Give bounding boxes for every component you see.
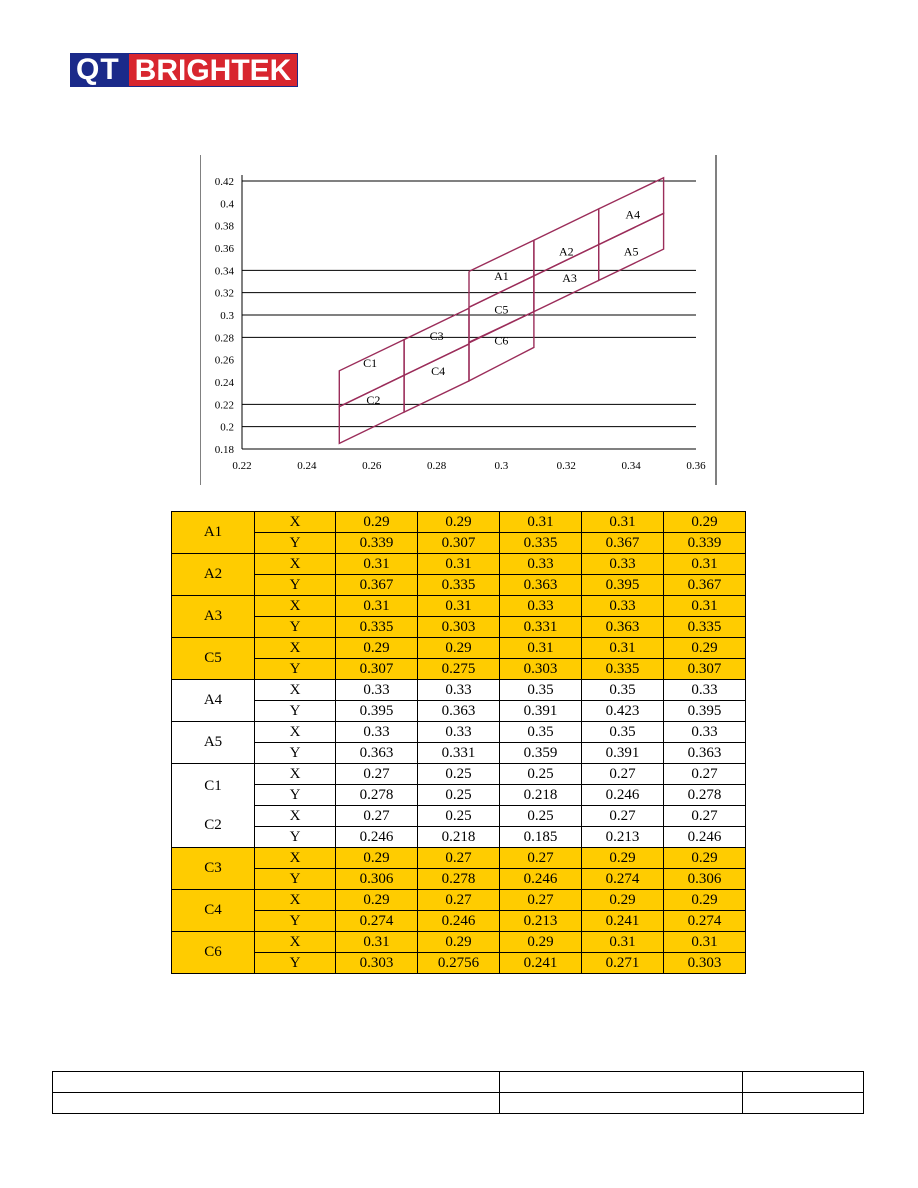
value-cell: 0.213 <box>582 827 664 848</box>
axis-cell: Y <box>255 911 336 932</box>
value-cell: 0.395 <box>336 701 418 722</box>
value-cell: 0.31 <box>418 596 500 617</box>
bin-name-cell: A3 <box>172 596 255 638</box>
bin-name-cell: C6 <box>172 932 255 974</box>
zone-label: C5 <box>494 302 509 317</box>
value-cell: 0.306 <box>664 869 746 890</box>
value-cell: 0.27 <box>418 890 500 911</box>
zone-label: A1 <box>494 268 509 283</box>
value-cell: 0.335 <box>500 533 582 554</box>
x-tick-label: 0.3 <box>494 460 509 472</box>
chromaticity-chart <box>200 155 718 485</box>
value-cell: 0.31 <box>664 932 746 953</box>
value-cell: 0.274 <box>336 911 418 932</box>
zone-label: A4 <box>625 207 641 222</box>
value-cell: 0.31 <box>336 596 418 617</box>
axis-cell: X <box>255 722 336 743</box>
value-cell: 0.303 <box>418 617 500 638</box>
value-cell: 0.335 <box>582 659 664 680</box>
value-cell: 0.335 <box>336 617 418 638</box>
value-cell: 0.395 <box>582 575 664 596</box>
x-tick-label: 0.22 <box>232 460 252 472</box>
value-cell: 0.31 <box>582 512 664 533</box>
value-cell: 0.31 <box>664 596 746 617</box>
value-cell: 0.25 <box>418 785 500 806</box>
footer-cell <box>53 1093 500 1114</box>
x-tick-label: 0.36 <box>686 460 706 472</box>
value-cell: 0.339 <box>664 533 746 554</box>
axis-cell: Y <box>255 701 336 722</box>
bin-name-cell: C5 <box>172 638 255 680</box>
value-cell: 0.33 <box>582 554 664 575</box>
zone-label: A2 <box>558 244 574 259</box>
value-cell: 0.246 <box>336 827 418 848</box>
value-cell: 0.335 <box>664 617 746 638</box>
value-cell: 0.31 <box>582 932 664 953</box>
y-tick-label: 0.22 <box>214 399 234 412</box>
value-cell: 0.29 <box>336 890 418 911</box>
logo-brightek: BRIGHTEK <box>128 53 299 87</box>
value-cell: 0.29 <box>336 848 418 869</box>
value-cell: 0.33 <box>336 722 418 743</box>
value-cell: 0.35 <box>582 722 664 743</box>
y-tick-label: 0.4 <box>220 198 234 211</box>
table-row <box>172 617 746 638</box>
value-cell: 0.185 <box>500 827 582 848</box>
value-cell: 0.31 <box>418 554 500 575</box>
table-row <box>172 785 746 806</box>
axis-cell: X <box>255 638 336 659</box>
value-cell: 0.29 <box>336 512 418 533</box>
value-cell: 0.367 <box>582 533 664 554</box>
bin-name-cell <box>172 764 255 848</box>
value-cell: 0.27 <box>336 764 418 785</box>
axis-cell: Y <box>255 953 336 974</box>
value-cell: 0.367 <box>664 575 746 596</box>
value-cell: 0.213 <box>500 911 582 932</box>
axis-cell: X <box>255 848 336 869</box>
logo-qt: QT <box>70 53 128 87</box>
axis-cell: Y <box>255 575 336 596</box>
table-row <box>172 554 746 575</box>
bin-name-cell: A2 <box>172 554 255 596</box>
table-row <box>172 575 746 596</box>
table-row <box>172 827 746 848</box>
table-row <box>172 869 746 890</box>
table-row <box>172 680 746 701</box>
value-cell: 0.33 <box>500 554 582 575</box>
chart-svg <box>200 155 718 485</box>
y-tick-label: 0.36 <box>214 243 234 255</box>
zone-label: A5 <box>623 244 639 259</box>
table-row <box>172 764 746 785</box>
value-cell: 0.331 <box>500 617 582 638</box>
axis-cell: Y <box>255 827 336 848</box>
zone-label: C3 <box>429 329 444 344</box>
axis-cell: X <box>255 764 336 785</box>
value-cell: 0.31 <box>500 638 582 659</box>
value-cell: 0.274 <box>664 911 746 932</box>
x-tick-label: 0.26 <box>362 460 382 472</box>
value-cell: 0.31 <box>500 512 582 533</box>
footer-cell <box>743 1093 864 1114</box>
value-cell: 0.25 <box>500 764 582 785</box>
value-cell: 0.33 <box>500 596 582 617</box>
value-cell: 0.307 <box>418 533 500 554</box>
value-cell: 0.363 <box>664 743 746 764</box>
table-row <box>172 743 746 764</box>
value-cell: 0.367 <box>336 575 418 596</box>
value-cell: 0.307 <box>336 659 418 680</box>
value-cell: 0.29 <box>582 890 664 911</box>
value-cell: 0.335 <box>418 575 500 596</box>
value-cell: 0.278 <box>418 869 500 890</box>
axis-cell: Y <box>255 659 336 680</box>
table-row <box>172 911 746 932</box>
value-cell: 0.27 <box>582 806 664 827</box>
bin-polygon-c2 <box>339 375 404 443</box>
value-cell: 0.29 <box>336 638 418 659</box>
value-cell: 0.241 <box>500 953 582 974</box>
value-cell: 0.27 <box>418 848 500 869</box>
x-tick-label: 0.28 <box>426 460 447 472</box>
footer-cell <box>500 1072 743 1093</box>
footer-cell <box>743 1072 864 1093</box>
axis-cell: Y <box>255 869 336 890</box>
value-cell: 0.27 <box>336 806 418 827</box>
value-cell: 0.31 <box>664 554 746 575</box>
zone-label: C1 <box>363 356 378 371</box>
value-cell: 0.307 <box>664 659 746 680</box>
value-cell: 0.303 <box>664 953 746 974</box>
value-cell: 0.25 <box>418 764 500 785</box>
value-cell: 0.25 <box>500 806 582 827</box>
value-cell: 0.25 <box>418 806 500 827</box>
value-cell: 0.35 <box>500 680 582 701</box>
axis-cell: Y <box>255 617 336 638</box>
axis-cell: X <box>255 806 336 827</box>
axis-cell: Y <box>255 785 336 806</box>
value-cell: 0.29 <box>664 512 746 533</box>
value-cell: 0.31 <box>582 638 664 659</box>
footer-table <box>52 1071 864 1114</box>
bin-name-cell: C3 <box>172 848 255 890</box>
value-cell: 0.29 <box>664 890 746 911</box>
bin-coordinate-table <box>171 511 746 974</box>
bin-name-cell: C4 <box>172 890 255 932</box>
table-row <box>172 890 746 911</box>
value-cell: 0.246 <box>582 785 664 806</box>
table-row <box>172 596 746 617</box>
value-cell: 0.391 <box>500 701 582 722</box>
value-cell: 0.2756 <box>418 953 500 974</box>
value-cell: 0.303 <box>500 659 582 680</box>
y-tick-label: 0.2 <box>220 421 234 434</box>
table-row <box>172 533 746 554</box>
value-cell: 0.278 <box>336 785 418 806</box>
value-cell: 0.246 <box>500 869 582 890</box>
value-cell: 0.29 <box>418 638 500 659</box>
value-cell: 0.271 <box>582 953 664 974</box>
table-row <box>172 806 746 827</box>
bin-name-cell: A4 <box>172 680 255 722</box>
value-cell: 0.363 <box>582 617 664 638</box>
table-row <box>172 701 746 722</box>
value-cell: 0.303 <box>336 953 418 974</box>
axis-cell: X <box>255 596 336 617</box>
table-row <box>172 848 746 869</box>
value-cell: 0.29 <box>664 638 746 659</box>
y-tick-label: 0.24 <box>214 377 234 389</box>
axis-cell: X <box>255 512 336 533</box>
zone-label: C2 <box>366 392 381 407</box>
zone-label: C4 <box>431 363 446 378</box>
y-tick-label: 0.42 <box>214 176 234 188</box>
table-row <box>172 953 746 974</box>
table-row <box>172 512 746 533</box>
value-cell: 0.27 <box>664 764 746 785</box>
axis-cell: X <box>255 932 336 953</box>
table-row <box>172 722 746 743</box>
y-tick-label: 0.38 <box>214 220 234 233</box>
value-cell: 0.29 <box>582 848 664 869</box>
value-cell: 0.35 <box>582 680 664 701</box>
value-cell: 0.33 <box>582 596 664 617</box>
value-cell: 0.29 <box>500 932 582 953</box>
value-cell: 0.218 <box>500 785 582 806</box>
value-cell: 0.33 <box>418 680 500 701</box>
value-cell: 0.359 <box>500 743 582 764</box>
zone-label: C6 <box>494 333 509 348</box>
axis-cell: X <box>255 554 336 575</box>
y-tick-label: 0.32 <box>214 287 234 300</box>
value-cell: 0.27 <box>664 806 746 827</box>
y-tick-label: 0.3 <box>220 310 234 322</box>
y-tick-label: 0.28 <box>214 332 234 345</box>
y-tick-label: 0.18 <box>214 444 234 456</box>
axis-cell: X <box>255 680 336 701</box>
value-cell: 0.241 <box>582 911 664 932</box>
zone-label: A3 <box>562 271 577 286</box>
value-cell: 0.278 <box>664 785 746 806</box>
value-cell: 0.33 <box>664 722 746 743</box>
value-cell: 0.29 <box>418 932 500 953</box>
value-cell: 0.27 <box>500 890 582 911</box>
table-row <box>172 638 746 659</box>
value-cell: 0.31 <box>336 932 418 953</box>
footer-cell <box>53 1072 500 1093</box>
value-cell: 0.363 <box>418 701 500 722</box>
x-tick-label: 0.32 <box>556 460 576 472</box>
value-cell: 0.31 <box>336 554 418 575</box>
value-cell: 0.274 <box>582 869 664 890</box>
value-cell: 0.339 <box>336 533 418 554</box>
value-cell: 0.391 <box>582 743 664 764</box>
bin-name-cell: A1 <box>172 512 255 554</box>
bin-polygon-a2 <box>534 209 599 276</box>
value-cell: 0.27 <box>582 764 664 785</box>
value-cell: 0.29 <box>418 512 500 533</box>
bin-name-cell: A5 <box>172 722 255 764</box>
value-cell: 0.246 <box>418 911 500 932</box>
axis-cell: X <box>255 890 336 911</box>
value-cell: 0.33 <box>664 680 746 701</box>
company-logo <box>70 53 298 87</box>
x-tick-label: 0.34 <box>621 460 641 472</box>
value-cell: 0.33 <box>336 680 418 701</box>
value-cell: 0.331 <box>418 743 500 764</box>
axis-cell: Y <box>255 743 336 764</box>
value-cell: 0.218 <box>418 827 500 848</box>
value-cell: 0.33 <box>418 722 500 743</box>
value-cell: 0.27 <box>500 848 582 869</box>
table-row <box>172 932 746 953</box>
axis-cell: Y <box>255 533 336 554</box>
y-tick-label: 0.26 <box>214 354 234 367</box>
value-cell: 0.35 <box>500 722 582 743</box>
table-row <box>172 659 746 680</box>
value-cell: 0.306 <box>336 869 418 890</box>
value-cell: 0.275 <box>418 659 500 680</box>
value-cell: 0.395 <box>664 701 746 722</box>
value-cell: 0.29 <box>664 848 746 869</box>
value-cell: 0.363 <box>336 743 418 764</box>
value-cell: 0.423 <box>582 701 664 722</box>
value-cell: 0.246 <box>664 827 746 848</box>
bin-name: C1 <box>204 777 222 794</box>
y-tick-label: 0.34 <box>214 265 234 278</box>
bin-name: C2 <box>204 816 222 833</box>
x-tick-label: 0.24 <box>297 460 317 472</box>
footer-cell <box>500 1093 743 1114</box>
value-cell: 0.363 <box>500 575 582 596</box>
bin-polygon-c4 <box>404 344 469 412</box>
